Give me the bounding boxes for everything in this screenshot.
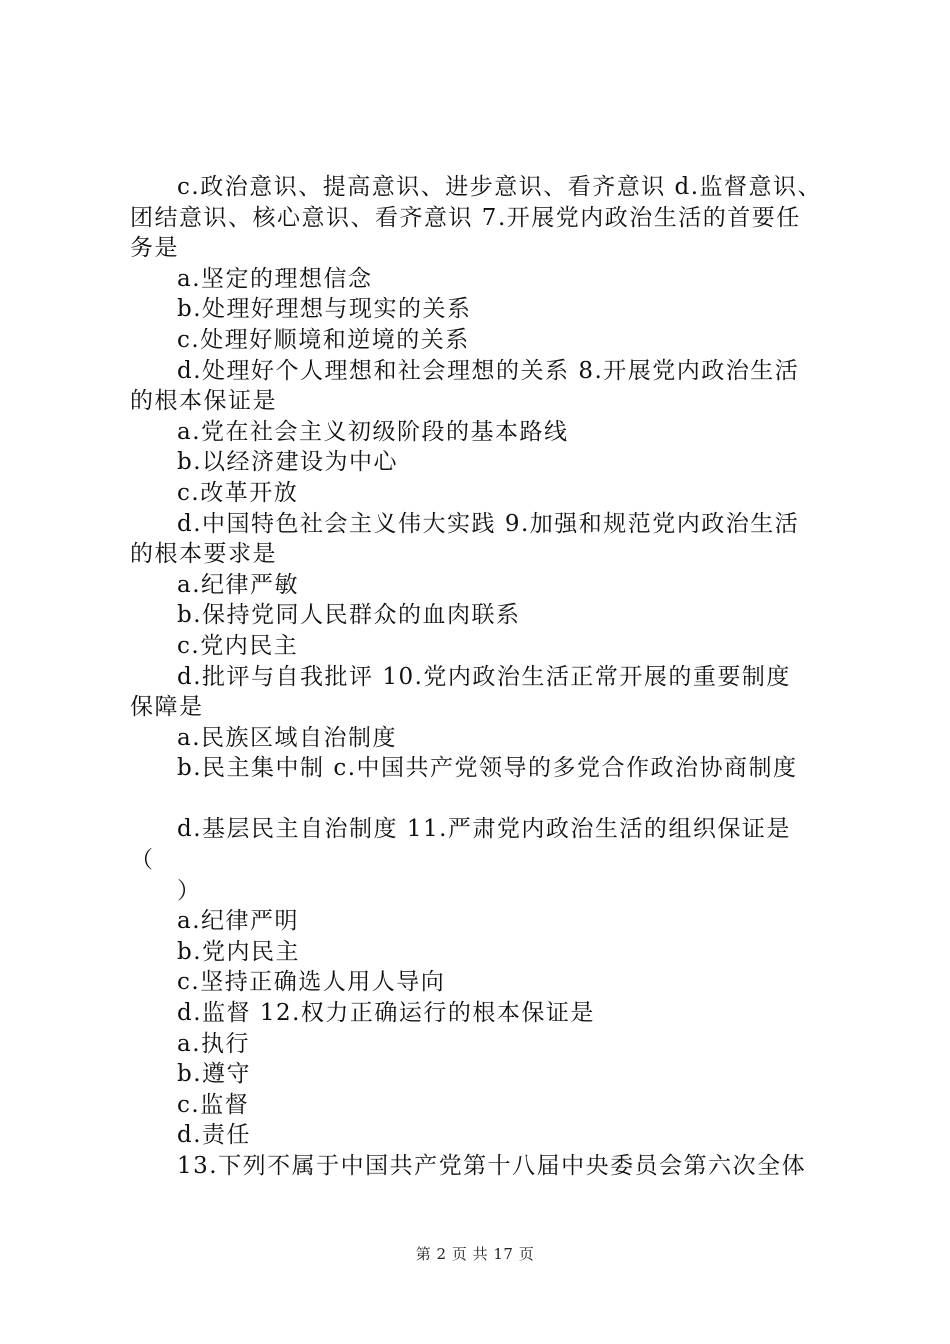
option-a: a.执行 <box>177 1030 251 1057</box>
option-d: d.批评与自我批评 10.党内政治生活正常开展的重要制度 <box>177 663 791 690</box>
text-line: 务是 <box>130 235 179 262</box>
text-line: 的根本要求是 <box>130 541 277 568</box>
option-c: c.改革开放 <box>177 479 299 506</box>
option-a: a.坚定的理想信念 <box>177 265 373 292</box>
option-b: b.保持党同人民群众的血肉联系 <box>177 602 521 629</box>
text-line: 的根本保证是 <box>130 388 277 415</box>
text-line: 保障是 <box>130 694 204 721</box>
option-d: d.中国特色社会主义伟大实践 9.加强和规范党内政治生活 <box>177 510 800 537</box>
option-a: a.纪律严敏 <box>177 571 300 598</box>
option-b: b.处理好理想与现实的关系 <box>177 296 472 323</box>
option-d: d.处理好个人理想和社会理想的关系 8.开展党内政治生活 <box>177 357 800 384</box>
text-line: 团结意识、核心意识、看齐意识 7.开展党内政治生活的首要任 <box>130 204 801 231</box>
option-d: d.基层民主自治制度 11.严肃党内政治生活的组织保证是 <box>177 816 791 843</box>
document-body <box>130 172 835 1182</box>
option-b: b.以经济建设为中心 <box>177 449 399 476</box>
text-line: （ <box>130 847 155 874</box>
text-line: c.政治意识、提高意识、进步意识、看齐意识 d.监督意识、 <box>177 174 823 200</box>
option-c: c.党内民主 <box>177 632 299 659</box>
page-number-footer: 第 2 页 共 17 页 <box>415 1245 535 1263</box>
blank-line <box>130 784 835 815</box>
option-c: c.处理好顺境和逆境的关系 <box>177 326 470 353</box>
option-d: d.责任 <box>177 1122 252 1149</box>
option-c: c.坚持正确选人用人导向 <box>177 969 446 996</box>
option-d: d.监督 12.权力正确运行的根本保证是 <box>177 1000 595 1027</box>
option-b: b.民主集中制 c.中国共产党领导的多党合作政治协商制度 <box>177 755 798 782</box>
option-a: a.党在社会主义初级阶段的基本路线 <box>177 418 569 445</box>
option-c: c.监督 <box>177 1091 250 1118</box>
text-line: ） <box>177 877 202 904</box>
option-a: a.民族区域自治制度 <box>177 724 398 751</box>
text-line: 13.下列不属于中国共产党第十八届中央委员会第六次全体 <box>177 1153 807 1179</box>
option-b: b.党内民主 <box>177 938 301 965</box>
option-b: b.遵守 <box>177 1061 252 1088</box>
option-a: a.纪律严明 <box>177 908 300 935</box>
